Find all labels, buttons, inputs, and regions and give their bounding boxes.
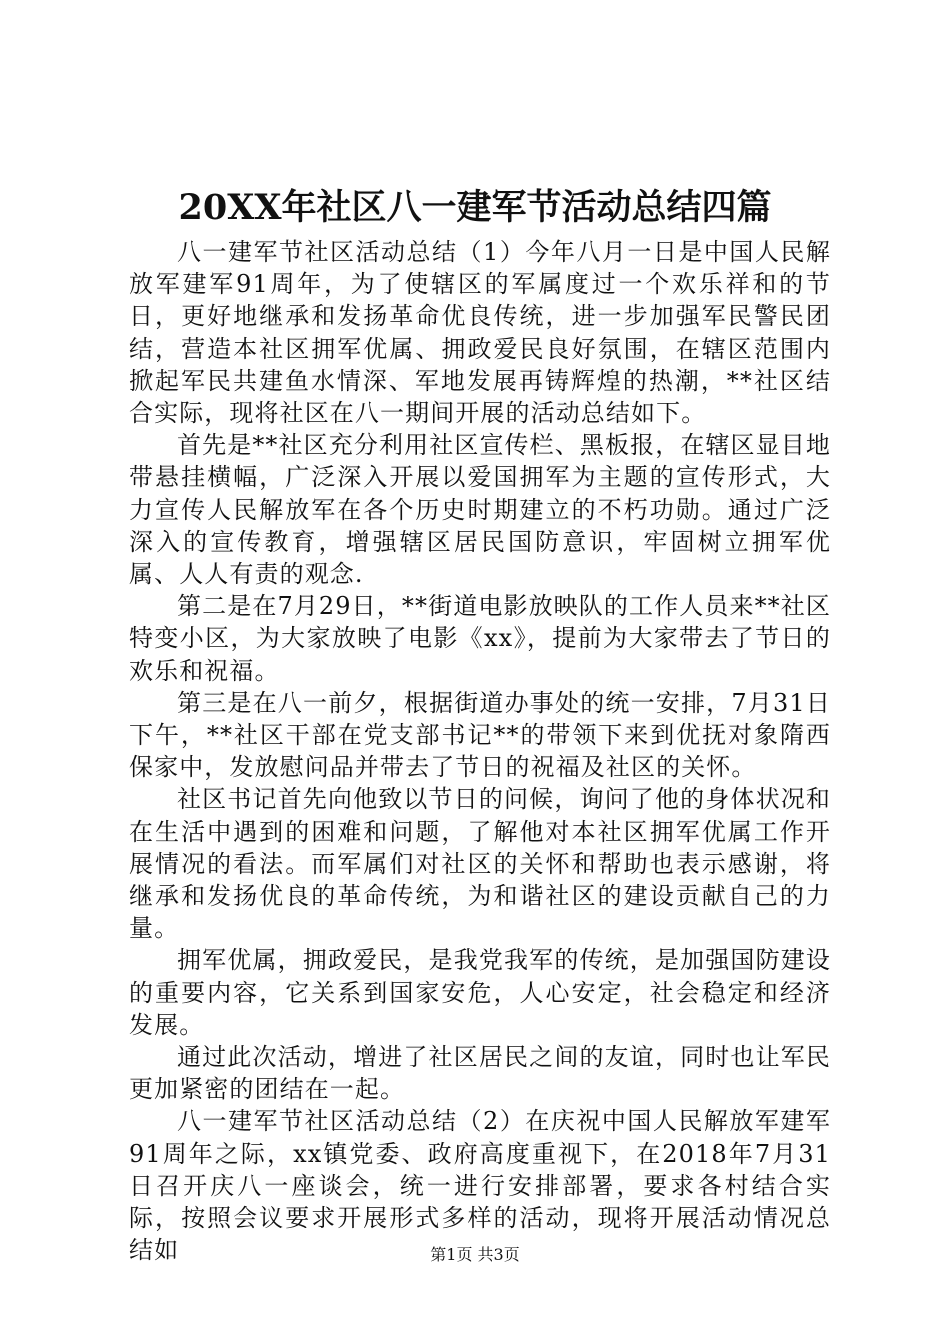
paragraph-6: 拥军优属，拥政爱民，是我党我军的传统，是加强国防建设的重要内容，它关系到国家安危，人心安定，社会稳定和经济发展。 <box>129 946 831 1039</box>
paragraph-2: 首先是**社区充分利用社区宣传栏、黑板报，在辖区显目地带悬挂横幅，广泛深入开展以爱国拥军为主题的宣传形式，大力宣传人民解放军在各个历史时期建立的不朽功勋。通过广泛深入的宣传教育，增强辖区居民国防意识，牢固树立拥军优属、人人有责的观念. <box>129 431 831 589</box>
paragraph-4: 第三是在八一前夕，根据街道办事处的统一安排，7月31日下午，**社区干部在党支部书记**的带领下来到优抚对象隋西保家中，发放慰问品并带去了节日的祝福及社区的关怀。 <box>129 688 831 782</box>
paragraph-7: 通过此次活动，增进了社区居民之间的友谊，同时也让军民更加紧密的团结在一起。 <box>129 1043 831 1104</box>
document-body <box>129 236 831 1267</box>
paragraph-8: 八一建军节社区活动总结（2）在庆祝中国人民解放军建军91周年之际，xx镇党委、政府高度重视下，在2018年7月31日召开庆八一座谈会，统一进行安排部署，要求各村结合实际，按照会议要求开展形式多样的活动，现将开展活动情况总结如 <box>129 1107 831 1265</box>
paragraph-5: 社区书记首先向他致以节日的问候，询问了他的身体状况和在生活中遇到的困难和问题，了解他对本社区拥军优属工作开展情况的看法。而军属们对社区的关怀和帮助也表示感谢，将继承和发扬优良的革命传统，为和谐社区的建设贡献自己的力量。 <box>129 785 831 943</box>
paragraph-1: 八一建军节社区活动总结（1）今年八月一日是中国人民解放军建军91周年，为了使辖区的军属度过一个欢乐祥和的节日，更好地继承和发扬革命优良传统，进一步加强军民警民团结，营造本社区拥军优属、拥政爱民良好氛围，在辖区范围内掀起军民共建鱼水情深、军地发展再铸辉煌的热潮，**社区结合实际，现将社区在八一期间开展的活动总结如下。 <box>129 238 831 428</box>
document-title: 20XX年社区八一建军节活动总结四篇 <box>178 187 772 228</box>
page-footer: 第1页 共3页 <box>430 1245 520 1264</box>
paragraph-3: 第二是在7月29日，**街道电影放映队的工作人员来**社区特变小区，为大家放映了电影《xx》，提前为大家带去了节日的欢乐和祝福。 <box>129 592 831 685</box>
